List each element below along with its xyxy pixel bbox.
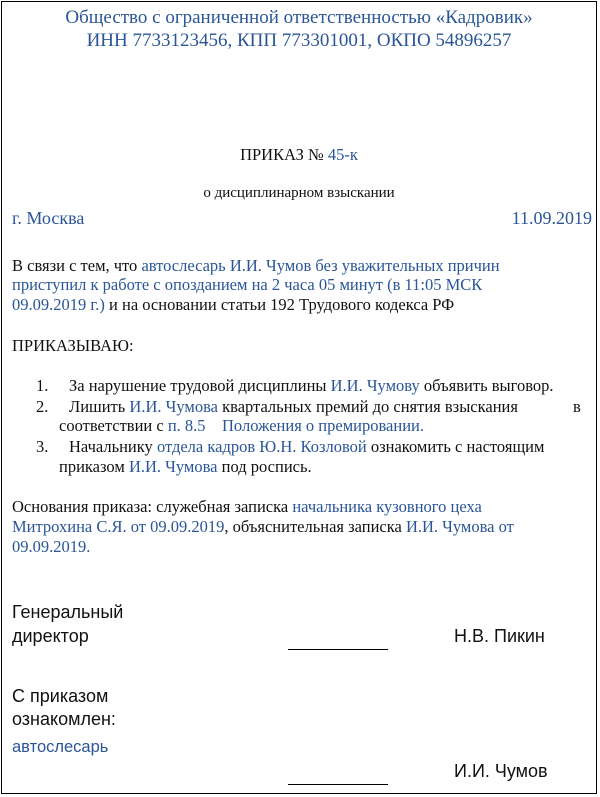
ack-label-1: С приказом: [12, 686, 109, 706]
basis-author-title: начальника кузовного цеха: [292, 497, 482, 516]
preamble-employee: автослесарь И.И. Чумов без уважительных причин: [141, 256, 500, 275]
item-2-employee: И.И. Чумова: [129, 397, 218, 416]
item-3-line-1: [69, 437, 544, 457]
item-1-employee: И.И. Чумову: [330, 376, 420, 395]
item-3-text: Начальнику: [69, 437, 157, 456]
item-1-action: объявить выговор.: [419, 376, 554, 395]
ack-label-2: ознакомлен:: [12, 709, 116, 729]
director-title-2: директор: [12, 626, 89, 646]
item-2-line-2: [59, 416, 424, 436]
item-1-number: 1.: [36, 376, 49, 395]
company-name: Общество с ограниченной ответственностью «Кадровик»: [65, 7, 533, 28]
item-2-accordance: соответствии с: [59, 416, 168, 435]
order-title-prefix: ПРИКАЗ №: [240, 145, 324, 164]
item-3-employee: И.И. Чумова: [128, 457, 218, 476]
basis-explanatory: , объяснительная записка: [224, 517, 406, 536]
item-3-line-2: [59, 457, 312, 477]
basis-line-1: [12, 497, 482, 517]
item-3-hr-head: отдела кадров Ю.Н. Козловой: [156, 437, 367, 456]
ack-position: автослесарь: [12, 738, 109, 756]
order-title: [2, 145, 596, 165]
basis-text: Основания приказа: служебная записка: [12, 497, 293, 516]
order-number: 45-к: [327, 145, 358, 164]
preamble-basis: и на основании статьи 192 Трудового кодекса РФ: [104, 295, 455, 314]
item-2-text: Лишить: [69, 397, 130, 416]
order-city: г. Москва: [12, 208, 85, 228]
item-3-signature: под роспись.: [217, 457, 312, 476]
company-ids: ИНН 7733123456, КПП 773301001, ОКПО 54896257: [86, 30, 512, 51]
basis-line-2: [12, 517, 514, 537]
preamble-line-3: [12, 295, 454, 315]
item-1-text: За нарушение трудовой дисциплины: [69, 376, 331, 395]
director-title-1: Генеральный: [12, 602, 124, 622]
basis-author: Митрохина С.Я. от 09.09.2019: [12, 517, 225, 536]
preamble-line-1: [12, 256, 500, 276]
basis-employee: И.И. Чумова от: [405, 517, 514, 536]
basis-line-3: 09.09.2019.: [12, 537, 91, 556]
preamble-line-2: приступил к работе с опозданием на 2 часа 05 минут (в 11:05 МСК: [12, 275, 483, 294]
item-3-order-word: приказом: [59, 457, 129, 476]
item-2-number: 2.: [36, 397, 49, 416]
order-document: [1, 1, 597, 794]
director-signature-line: [288, 649, 388, 650]
item-2-line-1: [69, 397, 518, 417]
preamble-date: 09.09.2019 г.): [12, 295, 105, 314]
item-1: [69, 376, 554, 396]
ack-signature-line: [288, 784, 388, 785]
item-2-action: квартальных премий до снятия взыскания: [217, 397, 518, 416]
item-3-action: ознакомить с настоящим: [366, 437, 545, 456]
ack-name: И.И. Чумов: [454, 761, 548, 781]
preamble-text: В связи с тем, что: [12, 256, 142, 275]
item-2-trailing-word: в: [573, 397, 581, 416]
director-name: Н.В. Пикин: [454, 626, 545, 646]
item-3-number: 3.: [36, 437, 49, 456]
orders-word: ПРИКАЗЫВАЮ:: [12, 336, 134, 355]
order-date: 11.09.2019: [511, 208, 592, 228]
item-2-regulation: п. 8.5 Положения о премировании.: [167, 416, 424, 435]
order-subject: о дисциплинарном взыскании: [203, 185, 395, 201]
